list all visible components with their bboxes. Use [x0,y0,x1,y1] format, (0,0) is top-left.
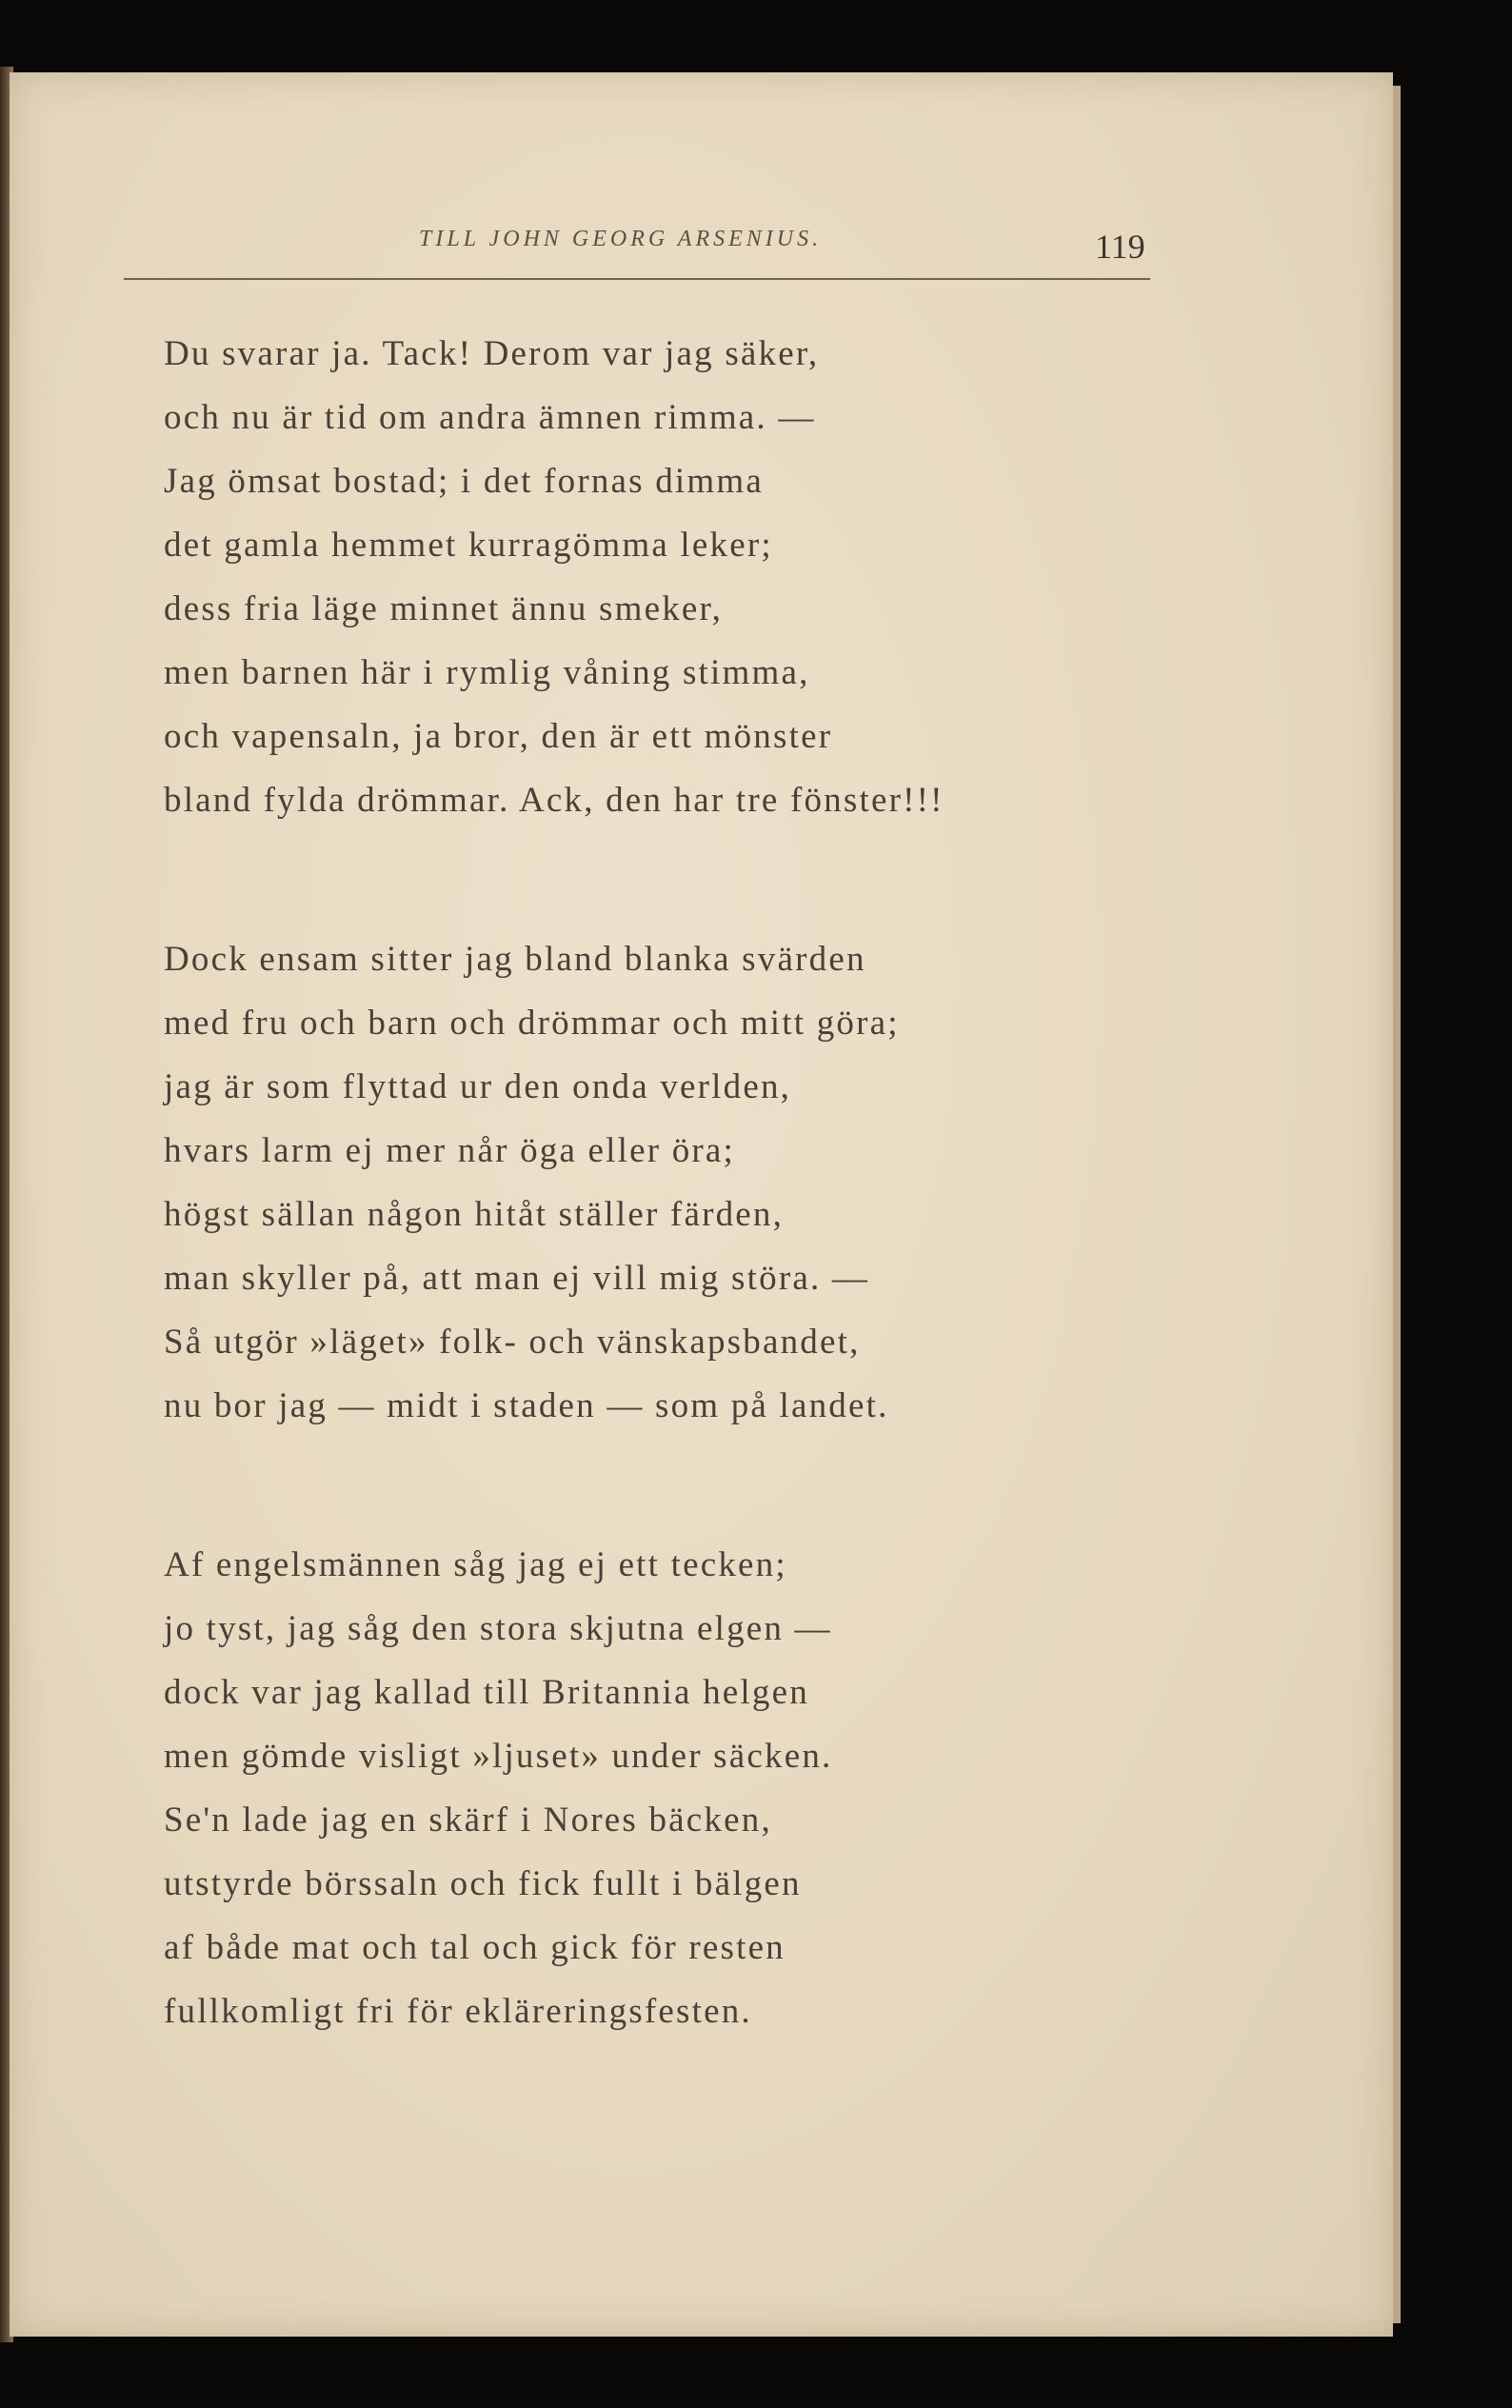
poem-line: Så utgör »läget» folk- och vänskapsbandet, [164,1323,861,1362]
poem-line: jo tyst, jag såg den stora skjutna elgen — [164,1609,832,1648]
page-header [0,227,1512,265]
poem-line: men barnen här i rymlig våning stimma, [164,653,810,692]
poem-line: jag är som flyttad ur den onda verlden, [164,1067,792,1106]
poem-line: men gömde visligt »ljuset» under säcken. [164,1737,833,1776]
running-title: TILL JOHN GEORG ARSENIUS. [419,227,823,251]
poem-line: dock var jag kallad till Britannia helgen [164,1673,809,1712]
poem-body [164,322,1249,2139]
poem-line: Se'n lade jag en skärf i Nores bäcken, [164,1801,772,1840]
poem-line: Dock ensam sitter jag bland blanka svärden [164,940,866,979]
poem-line: Af engelsmännen såg jag ej ett tecken; [164,1545,787,1584]
poem-line: man skyller på, att man ej vill mig störa. — [164,1259,870,1298]
poem-line: Jag ömsat bostad; i det fornas dimma [164,462,764,501]
poem-line: Du svarar ja. Tack! Derom var jag säker, [164,334,820,373]
poem-line: nu bor jag — midt i staden — som på landet. [164,1386,889,1425]
poem-line: högst sällan någon hitåt ställer färden, [164,1195,785,1234]
poem-line: dess fria läge minnet ännu smeker, [164,589,724,628]
stanza-3 [164,1533,1249,2043]
poem-line: och vapensaln, ja bror, den är ett mönster [164,717,833,756]
poem-line: med fru och barn och drömmar och mitt göra; [164,1004,900,1043]
poem-line: och nu är tid om andra ämnen rimma. — [164,398,816,437]
poem-line: det gamla hemmet kurragömma leker; [164,526,773,565]
poem-line: af både mat och tal och gick för resten [164,1928,786,1967]
page-edge [1393,86,1401,2323]
stanza-2 [164,927,1249,1438]
page-number: 119 [1095,228,1145,266]
poem-line: fullkomligt fri för ekläreringsfesten. [164,1992,752,2031]
header-rule [124,278,1150,280]
poem-line: bland fylda drömmar. Ack, den har tre fönster!!! [164,781,945,820]
stanza-1 [164,322,1249,832]
poem-line: hvars larm ej mer når öga eller öra; [164,1131,736,1170]
poem-line: utstyrde börssaln och fick fullt i bälgen [164,1864,802,1903]
